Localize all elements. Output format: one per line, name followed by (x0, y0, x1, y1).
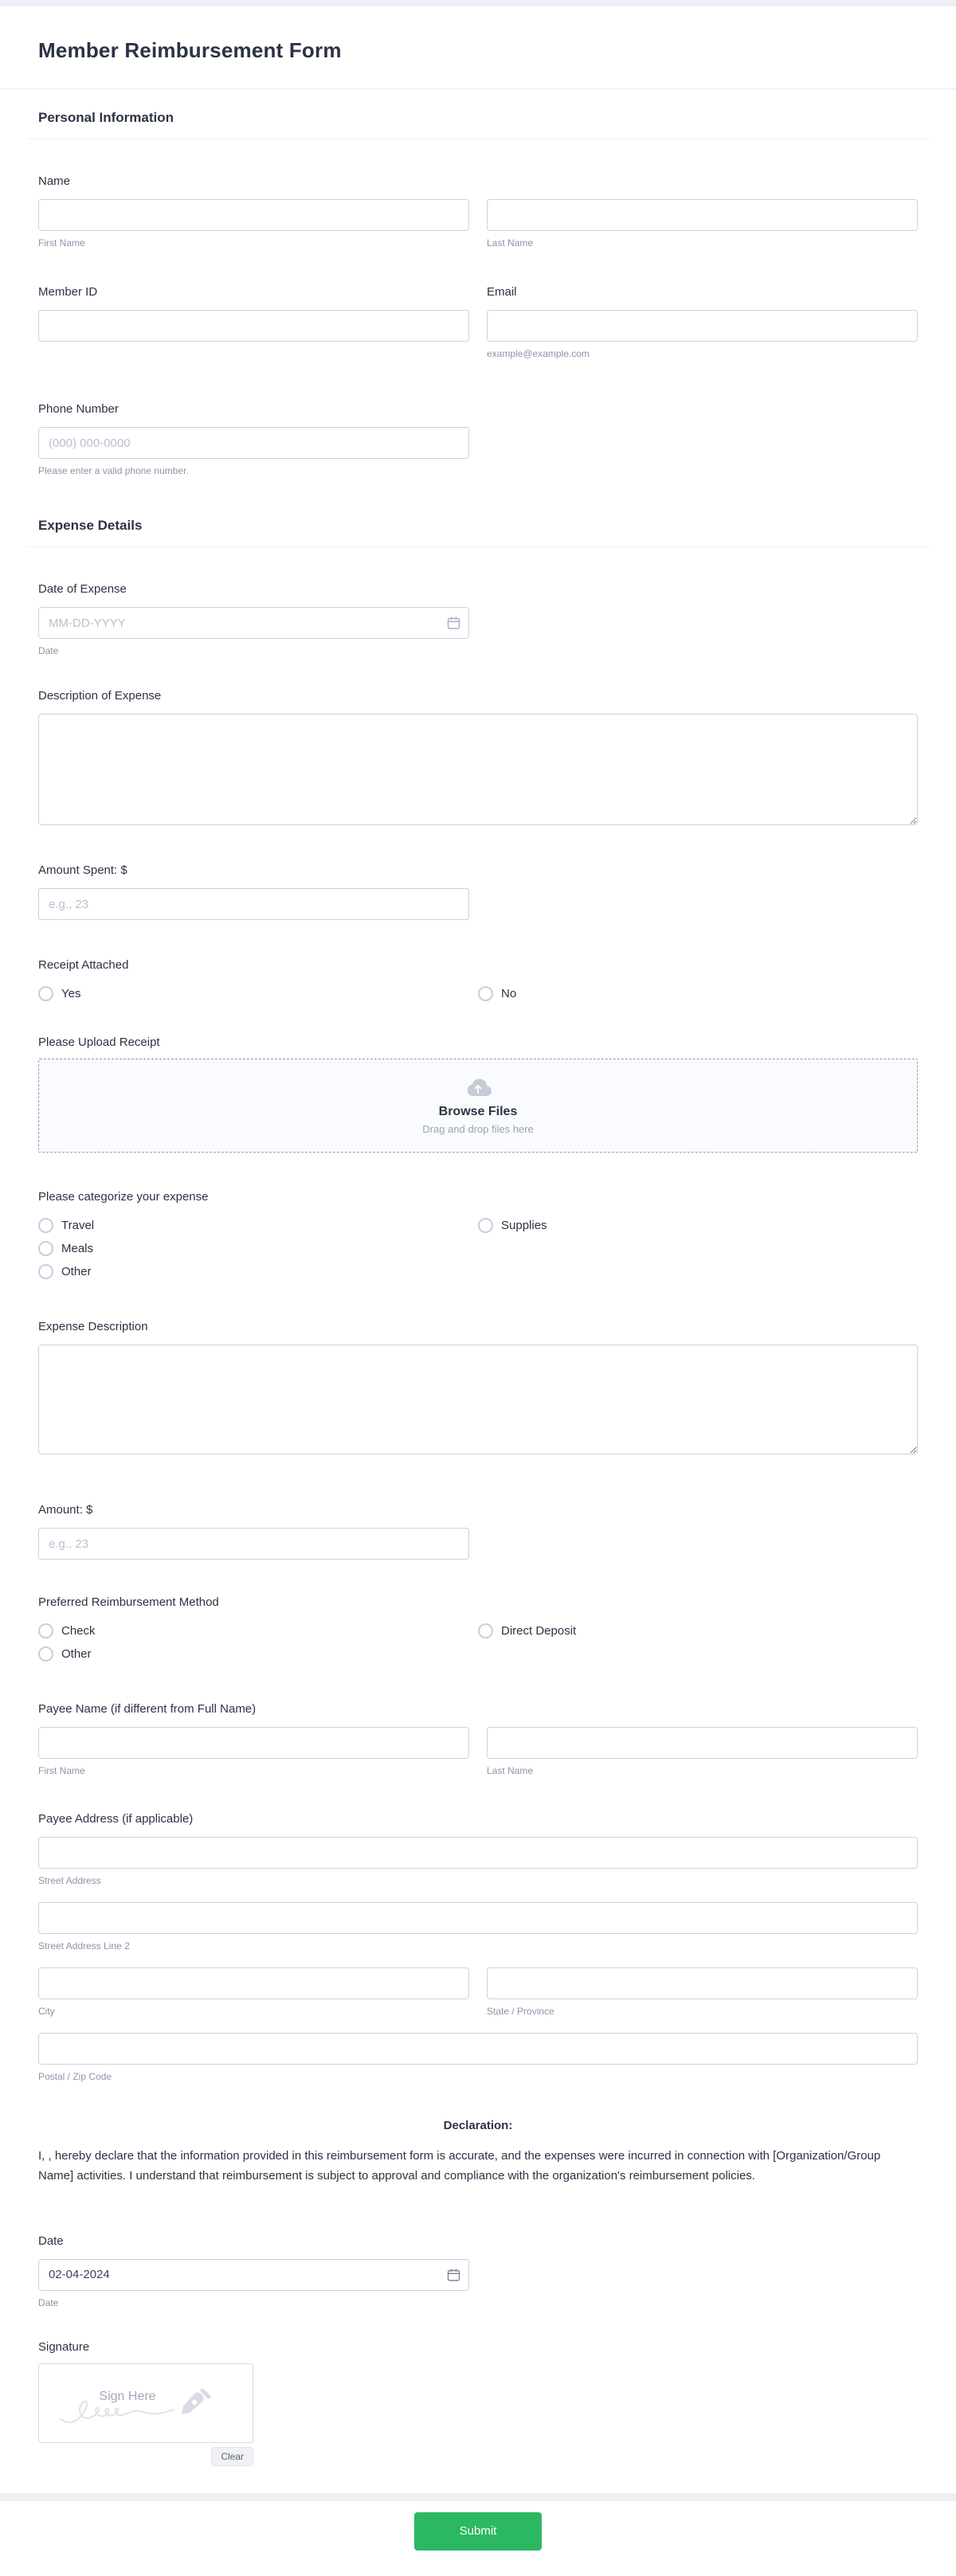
member-id-input[interactable] (38, 310, 469, 342)
date-of-expense-input[interactable] (38, 607, 469, 639)
categorize-label: Please categorize your expense (38, 1190, 209, 1204)
radio-circle-icon (478, 986, 493, 1001)
declaration-block (0, 2119, 956, 2186)
reimbursement-method-label: Preferred Reimbursement Method (38, 1595, 219, 1609)
radio-label: Direct Deposit (501, 1623, 577, 1638)
field-name (0, 174, 956, 249)
radio-circle-icon (38, 1218, 53, 1233)
radio-circle-icon (38, 1646, 53, 1662)
calendar-icon[interactable] (447, 2268, 460, 2281)
field-date-of-expense (0, 582, 956, 656)
declaration-heading: Declaration: (443, 2119, 513, 2132)
first-name-sublabel: First Name (38, 237, 85, 249)
signature-label: Signature (38, 2339, 90, 2354)
description-of-expense-textarea[interactable] (38, 714, 918, 825)
phone-input[interactable] (38, 427, 469, 459)
upload-receipt-label: Please Upload Receipt (38, 1035, 160, 1049)
page-title: Member Reimbursement Form (38, 38, 342, 62)
date-sublabel: Date (38, 2296, 59, 2308)
state-province-sublabel: State / Province (487, 2006, 554, 2017)
payee-name-label: Payee Name (if different from Full Name) (38, 1702, 257, 1716)
radio-label: No (501, 986, 517, 1000)
field-payee-address (0, 1812, 956, 2082)
radio-option-no[interactable] (478, 985, 918, 1002)
amount-spent-input[interactable] (38, 888, 469, 920)
footer-card (0, 2501, 956, 2576)
street-address-line2-input[interactable] (38, 1902, 918, 1934)
field-categorize-expense (0, 1190, 956, 1280)
signature-pad[interactable] (38, 2363, 253, 2443)
member-id-label: Member ID (38, 285, 98, 299)
radio-label: Yes (61, 986, 81, 1000)
radio-circle-icon (478, 1623, 493, 1638)
amount-spent-label: Amount Spent: $ (38, 863, 127, 877)
radio-label: Check (61, 1623, 96, 1638)
field-date (0, 2234, 956, 2308)
postal-zip-sublabel: Postal / Zip Code (38, 2071, 112, 2082)
last-name-input[interactable] (487, 199, 918, 231)
date-of-expense-sublabel: Date (38, 645, 59, 656)
radio-label: Travel (61, 1218, 95, 1232)
postal-zip-input[interactable] (38, 2033, 918, 2065)
state-province-input[interactable] (487, 1967, 918, 1999)
email-sublabel: example@example.com (487, 348, 590, 359)
drag-drop-hint: Drag and drop files here (422, 1123, 534, 1135)
description-of-expense-label: Description of Expense (38, 689, 162, 703)
street-address-input[interactable] (38, 1837, 918, 1869)
radio-circle-icon (38, 986, 53, 1001)
section-heading-expense: Expense Details (38, 518, 143, 533)
date-of-expense-label: Date of Expense (38, 582, 127, 596)
field-description-of-expense (0, 689, 956, 829)
radio-option-check[interactable] (38, 1622, 478, 1639)
payee-address-label: Payee Address (if applicable) (38, 1812, 194, 1826)
radio-option-direct-deposit[interactable] (478, 1622, 918, 1639)
section-heading-personal: Personal Information (38, 110, 174, 125)
city-sublabel: City (38, 2006, 55, 2017)
email-label: Email (487, 285, 517, 299)
radio-circle-icon (38, 1241, 53, 1256)
clear-signature-button[interactable]: Clear (211, 2447, 253, 2466)
field-receipt-attached (0, 958, 956, 1002)
radio-circle-icon (38, 1623, 53, 1638)
date-input[interactable] (38, 2259, 469, 2291)
email-input[interactable] (487, 310, 918, 342)
street-address-sublabel: Street Address (38, 1875, 101, 1886)
radio-label: Other (61, 1264, 92, 1278)
radio-label: Meals (61, 1241, 94, 1255)
browse-files-label: Browse Files (438, 1105, 518, 1118)
date-label: Date (38, 2233, 64, 2248)
payee-last-name-input[interactable] (487, 1727, 918, 1759)
last-name-sublabel: Last Name (487, 237, 534, 249)
radio-option-yes[interactable] (38, 985, 478, 1002)
first-name-input[interactable] (38, 199, 469, 231)
radio-option-meals[interactable] (38, 1239, 478, 1257)
expense-description-textarea[interactable] (38, 1345, 918, 1454)
radio-label: Supplies (501, 1218, 547, 1232)
payee-first-name-input[interactable] (38, 1727, 469, 1759)
file-dropzone[interactable] (38, 1059, 918, 1153)
sign-here-text: Sign Here (99, 2389, 156, 2403)
expense-description-label: Expense Description (38, 1320, 148, 1333)
radio-option-other-method[interactable] (38, 1645, 478, 1662)
pen-nib-icon (182, 2390, 209, 2414)
radio-option-supplies[interactable] (478, 1216, 918, 1234)
phone-sublabel: Please enter a valid phone number. (38, 465, 189, 476)
radio-circle-icon (38, 1264, 53, 1279)
field-payee-name (0, 1702, 956, 1776)
calendar-icon[interactable] (447, 617, 460, 630)
form-card (0, 6, 956, 2493)
field-amount-spent (0, 863, 956, 920)
radio-option-travel[interactable] (38, 1216, 478, 1234)
field-signature (0, 2340, 956, 2493)
payee-first-name-sublabel: First Name (38, 1765, 85, 1776)
name-label: Name (38, 174, 71, 188)
field-expense-description (0, 1320, 956, 1458)
phone-label: Phone Number (38, 402, 119, 416)
page (0, 6, 956, 2576)
field-reimbursement-method (0, 1595, 956, 1662)
city-input[interactable] (38, 1967, 469, 1999)
field-upload-receipt (0, 1035, 956, 1153)
amount-input[interactable] (38, 1528, 469, 1560)
field-phone (0, 402, 956, 476)
submit-button[interactable]: Submit (414, 2512, 542, 2551)
radio-circle-icon (478, 1218, 493, 1233)
upload-cloud-icon (464, 1076, 492, 1098)
radio-option-other[interactable] (38, 1263, 478, 1280)
section-divider (27, 546, 929, 547)
street-address-line2-sublabel: Street Address Line 2 (38, 1940, 130, 1952)
field-memberid-email (0, 285, 956, 359)
field-amount (0, 1503, 956, 1560)
form-header (0, 6, 956, 89)
payee-last-name-sublabel: Last Name (487, 1765, 534, 1776)
declaration-text: I, , hereby declare that the information provided in this reimbursement form is accurate, and the expenses were incurred in connection with [Organization/Group Name] activities. I understand that reimbursement is subject to approval and compliance with the organization's reimbursement policies. (38, 2149, 881, 2183)
radio-label: Other (61, 1646, 92, 1661)
receipt-attached-label: Receipt Attached (38, 958, 129, 972)
amount-label: Amount: $ (38, 1503, 93, 1517)
